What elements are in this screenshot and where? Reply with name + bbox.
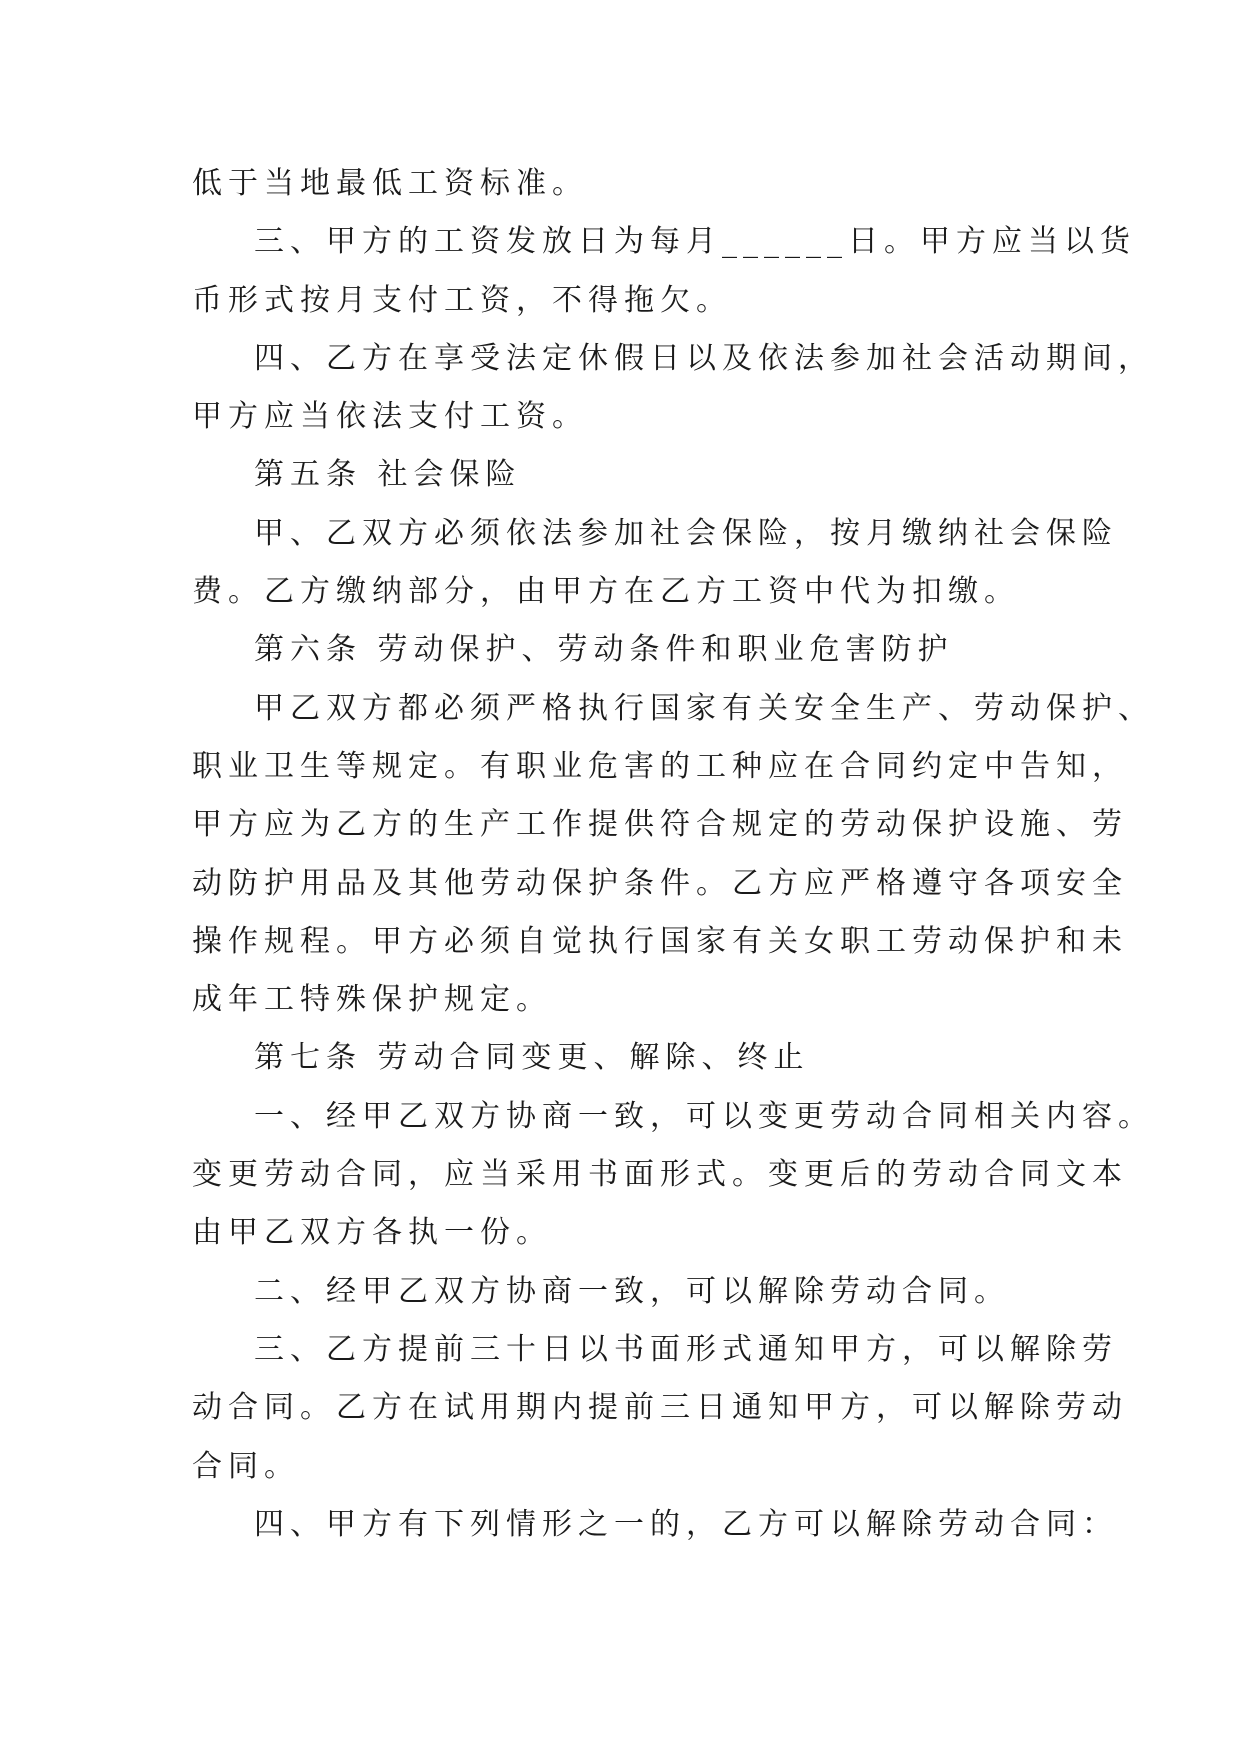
paragraph-line: 成年工特殊保护规定。 — [192, 982, 552, 1018]
paragraph-line: 由甲乙双方各执一份。 — [192, 1215, 552, 1251]
paragraph-line: 合同。 — [192, 1448, 300, 1484]
paragraph-line: 甲乙双方都必须严格执行国家有关安全生产、劳动保护、 — [254, 690, 1154, 726]
paragraph-line: 职业卫生等规定。有职业危害的工种应在合同约定中告知， — [192, 748, 1128, 784]
paragraph-line: 甲、乙双方必须依法参加社会保险，按月缴纳社会保险 — [254, 515, 1118, 551]
paragraph-line: 操作规程。甲方必须自觉执行国家有关女职工劳动保护和未 — [192, 923, 1128, 959]
article-heading: 第六条 劳动保护、劳动条件和职业危害防护 — [254, 632, 954, 668]
paragraph-line: 甲方应为乙方的生产工作提供符合规定的劳动保护设施、劳 — [192, 807, 1128, 843]
paragraph-line: 三、乙方提前三十日以书面形式通知甲方，可以解除劳 — [254, 1331, 1118, 1367]
paragraph-line: 一、经甲乙双方协商一致，可以变更劳动合同相关内容。 — [254, 1098, 1154, 1134]
paragraph-line: 二、经甲乙双方协商一致，可以解除劳动合同。 — [254, 1273, 1010, 1309]
paragraph-line: 动合同。乙方在试用期内提前三日通知甲方，可以解除劳动 — [192, 1390, 1128, 1426]
article-heading: 第七条 劳动合同变更、解除、终止 — [254, 1040, 810, 1076]
paragraph-line: 动防护用品及其他劳动保护条件。乙方应严格遵守各项安全 — [192, 865, 1128, 901]
article-heading: 第五条 社会保险 — [254, 457, 522, 493]
paragraph-line: 低于当地最低工资标准。 — [192, 166, 588, 201]
paragraph-line: 四、甲方有下列情形之一的，乙方可以解除劳动合同： — [254, 1506, 1118, 1542]
paragraph-line: 四、乙方在享受法定休假日以及依法参加社会活动期间， — [254, 340, 1154, 376]
contract-text-body — [192, 155, 1154, 1554]
paragraph-line: 费。乙方缴纳部分，由甲方在乙方工资中代为扣缴。 — [192, 574, 1020, 610]
paragraph-line: 变更劳动合同，应当采用书面形式。变更后的劳动合同文本 — [192, 1157, 1128, 1193]
paragraph-line: 币形式按月支付工资，不得拖欠。 — [192, 282, 732, 318]
paragraph-line: 甲方应当依法支付工资。 — [192, 399, 588, 435]
paragraph-line: 三、甲方的工资发放日为每月______日。甲方应当以货 — [254, 224, 1136, 260]
